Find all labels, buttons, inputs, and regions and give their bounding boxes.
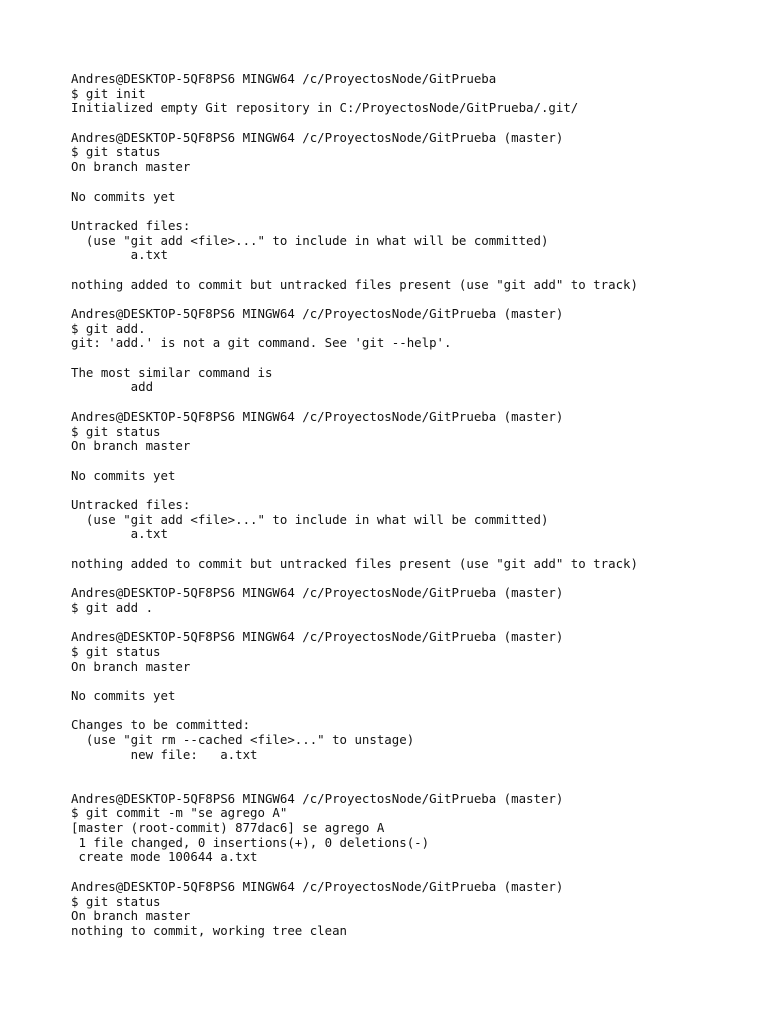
terminal-line: Andres@DESKTOP-5QF8PS6 MINGW64 /c/ProyectosNode/GitPrueba (master)	[71, 306, 564, 321]
terminal-line	[71, 762, 761, 777]
terminal-line: a.txt	[71, 526, 168, 542]
terminal-line: Andres@DESKTOP-5QF8PS6 MINGW64 /c/ProyectosNode/GitPrueba (master)	[71, 408, 564, 424]
terminal-line: Andres@DESKTOP-5QF8PS6 MINGW64 /c/ProyectosNode/GitPrueba (master)	[71, 585, 564, 601]
terminal-line: a.txt	[71, 247, 168, 263]
terminal-line: No commits yet	[71, 188, 176, 204]
terminal-line: nothing to commit, working tree clean	[71, 922, 348, 938]
terminal-line: No commits yet	[71, 467, 176, 483]
terminal-line: create mode 100644 a.txt	[71, 849, 258, 865]
terminal-line	[71, 395, 761, 410]
terminal-line: $ git status	[71, 893, 161, 909]
terminal-line: add	[71, 379, 154, 395]
terminal-line: [master (root-commit) 877dac6] se agrego A	[71, 820, 385, 836]
terminal-line: No commits yet	[71, 687, 176, 703]
terminal-line: (use "git add <file>..." to include in what will be committed)	[71, 232, 549, 248]
terminal-line: git: 'add.' is not a git command. See 'git --help'.	[71, 335, 452, 351]
terminal-line: On branch master	[71, 159, 191, 175]
terminal-line: $ git init	[71, 85, 146, 101]
terminal-line: Andres@DESKTOP-5QF8PS6 MINGW64 /c/ProyectosNode/GitPrueba (master)	[71, 878, 564, 894]
terminal-line: Initialized empty Git repository in C:/ProyectosNode/GitPrueba/.git/	[71, 100, 579, 116]
terminal-line: On branch master	[71, 438, 191, 454]
terminal-line: $ git status	[71, 144, 161, 160]
terminal-line: nothing added to commit but untracked files present (use "git add" to track)	[71, 276, 638, 292]
terminal-line: $ git status	[71, 643, 161, 659]
terminal-line: Andres@DESKTOP-5QF8PS6 MINGW64 /c/ProyectosNode/GitPrueba (master)	[71, 790, 564, 806]
terminal-line: $ git add.	[71, 320, 146, 336]
terminal-line	[71, 571, 761, 586]
terminal-line: $ git add .	[71, 599, 154, 615]
terminal-line	[71, 204, 761, 219]
terminal-line	[71, 454, 761, 469]
terminal-line	[71, 615, 761, 630]
terminal-line: $ git status	[71, 423, 161, 439]
terminal-line	[71, 175, 761, 190]
terminal-line: The most similar command is	[71, 364, 273, 380]
terminal-line	[71, 704, 761, 719]
terminal-line	[71, 483, 761, 498]
terminal-line: Untracked files:	[71, 496, 191, 512]
terminal-line	[71, 865, 761, 880]
terminal-line: $ git commit -m "se agrego A"	[71, 805, 288, 821]
terminal-line	[71, 674, 761, 689]
terminal-line	[71, 542, 761, 557]
terminal-line: (use "git add <file>..." to include in what will be committed)	[71, 511, 549, 527]
terminal-line: On branch master	[71, 658, 191, 674]
terminal-output	[71, 72, 761, 939]
terminal-line: Andres@DESKTOP-5QF8PS6 MINGW64 /c/ProyectosNode/GitPrueba (master)	[71, 629, 564, 645]
terminal-line: Changes to be committed:	[71, 717, 251, 733]
terminal-line: Untracked files:	[71, 217, 191, 233]
terminal-line: Andres@DESKTOP-5QF8PS6 MINGW64 /c/ProyectosNode/GitPrueba (master)	[71, 129, 564, 145]
terminal-line	[71, 777, 761, 792]
terminal-line	[71, 116, 761, 131]
terminal-line: Andres@DESKTOP-5QF8PS6 MINGW64 /c/ProyectosNode/GitPrueba	[71, 71, 497, 86]
terminal-line: (use "git rm --cached <file>..." to unstage)	[71, 731, 415, 747]
terminal-line: 1 file changed, 0 insertions(+), 0 deletions(-)	[71, 834, 430, 850]
terminal-line: On branch master	[71, 908, 191, 924]
terminal-line	[71, 351, 761, 366]
terminal-line: new file: a.txt	[71, 746, 258, 762]
terminal-line	[71, 263, 761, 278]
terminal-line	[71, 292, 761, 307]
terminal-line: nothing added to commit but untracked files present (use "git add" to track)	[71, 555, 638, 571]
